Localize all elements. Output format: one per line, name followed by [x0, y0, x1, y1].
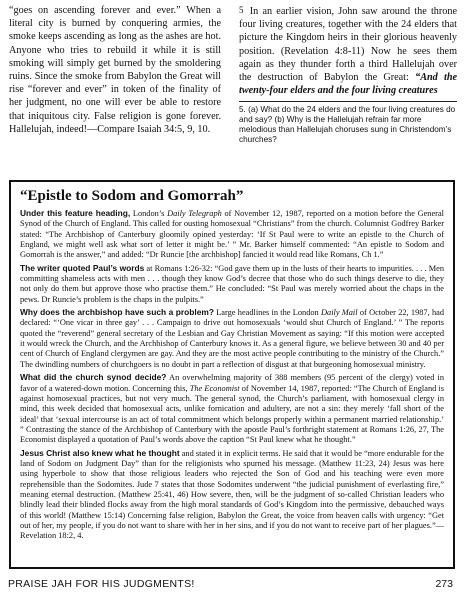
box-paragraph-pre: London’s: [130, 209, 168, 218]
publication-name: Daily Telegraph: [167, 209, 222, 218]
box-paragraph: [20, 448, 444, 542]
left-column-text: “goes on ascending forever and ever.” When a literal city is burned by conquering armies, the smoke keeps ascending as long as the ashes are hot. Anyone who tries to rebuild it while it is still smoking will simply get burned by the smoldering ruins. Since the smoke from Babylon the Great will rise “forever and ever” in token of the finality of her judgment, no one will ever be able to restore that iniquitous city. False religion is gone forever. Hallelujah, indeed!—Compare Isaiah 34:5, 9, 10.: [9, 5, 221, 135]
box-title: “Epistle to Sodom and Gomorrah”: [20, 188, 244, 204]
running-footer: PRAISE JAH FOR HIS JUDGMENTS!: [8, 578, 195, 590]
publication-name: Daily Mail: [321, 308, 358, 318]
box-paragraph-lead: What did the church synod decide?: [20, 372, 167, 383]
box-paragraph-lead: Jesus Christ also knew what he thought: [20, 447, 180, 458]
box-paragraph-lead: The writer quoted Paul’s words: [20, 262, 145, 273]
page-number: 273: [435, 578, 453, 590]
box-paragraph-text: of October 22, 1987, had declared: “‘One vicar in three gay’ . . . Campaign to drive out homosexuals ‘would shut Church of England.’ ” The reports quoted the “reverend” general secretary of the Lesbian and Gay Christian Movement as saying: “If this motion were accepted it would wreck the Church, and the Archbishop of Canterbury knows it. As a general figure, we believe between 30 and 40 per cent of Church of England clergymen are gay. And they are the most active people contributing to the ministry of the Church.” The dwindling numbers of churchgoers is no doubt in part a reflection of disgust at that burgeoning homosexual ministry.: [20, 308, 444, 369]
box-paragraph-pre: Large headlines in the London: [213, 308, 321, 318]
box-paragraph-text: of November 14, 1987, reported: “The Church of England is against homosexual practices, but not very much. The general synod, the Church’s parliament, with homosexual clergy in mind, this week decided that homosexual acts, unlike fornication and adultery, are not a sin: they merely ‘fall short of the ideal’ that ‘sexual intercourse is an act of total commitment which belongs properly within a permanent married relationship.’ ” Contrasting the stance of the Archbishop of Canterbury with the apostle Paul’s forthright statement at Romans 1:26, 27, The Economist displayed a quotation of Paul’s words above the caption “St Paul knew what he thought.”: [20, 383, 445, 445]
box-paragraph-lead: Under this feature heading,: [20, 208, 131, 218]
box-paragraph: [20, 208, 444, 261]
sidebar-box: [9, 180, 455, 569]
paragraph-number: 5: [239, 5, 244, 15]
paragraph-5: [239, 4, 457, 97]
box-paragraph-text: at Romans 1:26-32: “God gave them up in the lusts of their hearts to impurities. . . . Men committing shameless acts with men . . . though they know God’s decree that those who do such things deserve to die, they not only do them but approve those who practise them.” He concluded: “St Paul was merely worried about the chaps in the pews. Dr Runcie’s problem is the chaps in the pulpits.”: [20, 263, 445, 304]
paragraph-5-text: In an earlier vision, John saw around the throne four living creatures, together with the 24 elders that picture the Kingdom heirs in their glorious heavenly position. (Revelation 4:8-11) Now he sees them again as they thunder forth a third Hallelujah over the destruction of Babylon the Great:: [239, 6, 457, 84]
box-paragraph-pre: An overwhelming majority of 388 members (95 percent of the clergy) voted in favor of a watered-down motion. Concerning this,: [20, 373, 444, 393]
box-paragraph-lead: Why does the archbishop have such a problem?: [20, 307, 214, 318]
box-paragraph: [20, 307, 444, 370]
publication-name: The Economist: [189, 383, 240, 393]
box-paragraph: [20, 372, 444, 445]
study-question: 5. (a) What do the 24 elders and the four living creatures do and say? (b) Why is the Hallelujah refrain far more melodious than Hallelujah choruses sung in Christendom’s churches?: [239, 105, 456, 145]
box-paragraph-text: of November 12, 1987, reported on a motion before the General Synod of the Church of England. This called for ousting homosexual “Christians” from the church. Columnist Godfrey Barker stated: “The Archbishop of Canterbury gloomily opined yesterday: ‘If St Paul were to write an epistle to the Church of England, we might well ask what sort of letter it might be.’ ” Mr. Barker himself commented: “An epistle to Sodom and Gomorrah is the answer,” and added: “Dr Runcie [the archbishop] fancied it would read like Romans, Ch 1.”: [20, 209, 444, 260]
box-paragraph: [20, 263, 444, 305]
box-paragraph-text: and stated it in explicit terms. He said that it would be “more endurable for the land of Sodom on Judgment Day” than for the religionists who spurned his message. (Matthew 11:23, 24) Jesus was here using hyperbole to show that those religious leaders who rejected the Son of God and his teaching were even more reprehensible than the Sodomites. Jude 7 states that those Sodomites underwent “the judicial punishment of everlasting fire,” meaning eternal destruction. (Matthew 25:41, 46) How severe, then, will be the judgment of so-called Christian leaders who blindly lead their blinded flocks away from the high moral standards of God’s Kingdom into the permissive, debauched ways of this world! (Matthew 15:14) Concerning false religion, Babylon the Great, the voice from heaven calls with urgency: “Get out of her, my people, if you do not want to share with her in her sins, and if you do not want to receive part of her plagues.”—Revelation 18:2, 4.: [20, 448, 444, 541]
divider: [239, 101, 457, 102]
right-column: [239, 4, 457, 145]
paragraph-5-emphasis: “And the twenty-four elders and the four living creatures: [239, 72, 458, 97]
left-column: [9, 4, 221, 136]
